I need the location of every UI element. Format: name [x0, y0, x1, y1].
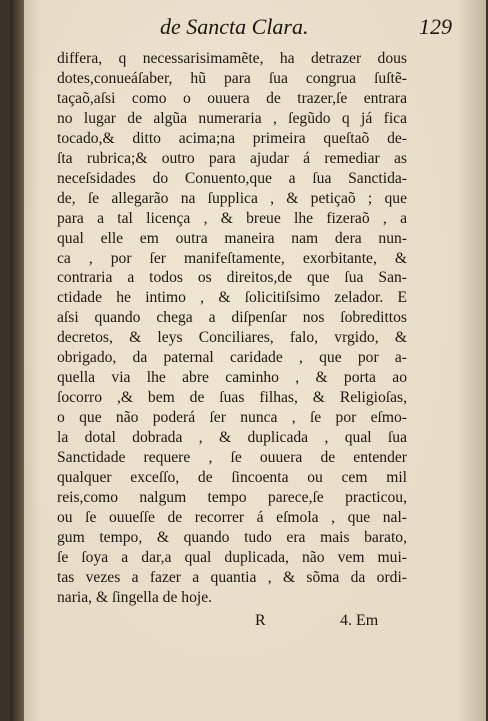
text-line: neceſsidades do Conuento,que a ſua Sanctida-: [57, 169, 407, 187]
book-gutter: [10, 0, 24, 721]
text-line: differa, q necessarisimamẽte, ha detrazer dous: [57, 50, 407, 67]
text-line: reis,como nalgum tempo parece,ſe practicou,: [57, 488, 407, 506]
text-line: ſocorro ,& bem de ſuas filhas, & Religioſas,: [57, 389, 407, 407]
text-line: quella via lhe abre caminho , & porta ao: [57, 369, 407, 387]
text-line: tas vezes a fazer a quantia , & sõma da ordi-: [57, 568, 407, 586]
page-number: 129: [419, 14, 452, 39]
text-line: aſsi quando chega a diſpenſar nos ſobredittos: [57, 309, 407, 327]
book-page: [10, 0, 486, 721]
text-line: gum tempo, & quando tudo era mais barato,: [57, 528, 407, 546]
text-line: para a tal licença , & breue lhe fizeraõ , a: [57, 209, 407, 227]
text-line: la dotal dobrada , & duplicada , qual ſua: [57, 429, 407, 447]
running-title: de Sancta Clara.: [160, 14, 309, 39]
text-line: de, ſe allegarão na ſupplica , & petiçaõ ; que: [57, 189, 407, 207]
text-line: ca , por ſer manifeſtamente, exorbitante, &: [57, 249, 407, 267]
text-line: contraria a todos os direitos,de que ſua San-: [57, 269, 407, 287]
text-line: no lugar de algũa numeraria , ſegũdo q já fica: [57, 109, 407, 127]
text-line: ou ſe ouueſſe de recorrer á eſmola , que nal-: [57, 508, 407, 526]
page-edge-shading: [456, 0, 486, 721]
text-line: qualquer exceſſo, de ſincoenta ou cem mil: [57, 469, 407, 487]
text-line: ſe ſoya a dar,a qual duplicada, não vem mui-: [57, 548, 407, 566]
body-text: [57, 49, 407, 608]
text-line: qual elle em outra maneira nam dera nun-: [57, 229, 407, 247]
text-line: Sanctidade requere , ſe ouuera de entender: [57, 449, 407, 467]
text-line: o que não poderá ſer nunca , ſe por eſmo-: [57, 409, 407, 427]
text-line: naria, & ſingella de hoje.: [57, 588, 213, 606]
text-line: obrigado, da paternal caridade , que por a-: [57, 349, 407, 367]
catchword: 4. Em: [340, 612, 379, 629]
signature-mark: R: [255, 612, 266, 629]
text-line: tocado,& ditto acima;na primeira queſtaõ de-: [57, 129, 407, 147]
text-line: taçaõ,aſsi como o ouuera de trazer,ſe entrara: [57, 89, 407, 107]
page-header: [160, 14, 452, 44]
text-line: decretos, & leys Conciliares, falo, vrgido, &: [57, 329, 407, 347]
text-line: ſta rubrica;& outro para ajudar á remediar as: [57, 149, 407, 167]
text-line: ctidade he intimo , & ſolicitiſsimo zelador. E: [57, 289, 407, 307]
text-line: dotes,conueáſaber, hũ para ſua congrua ſuſtẽ-: [57, 69, 407, 87]
